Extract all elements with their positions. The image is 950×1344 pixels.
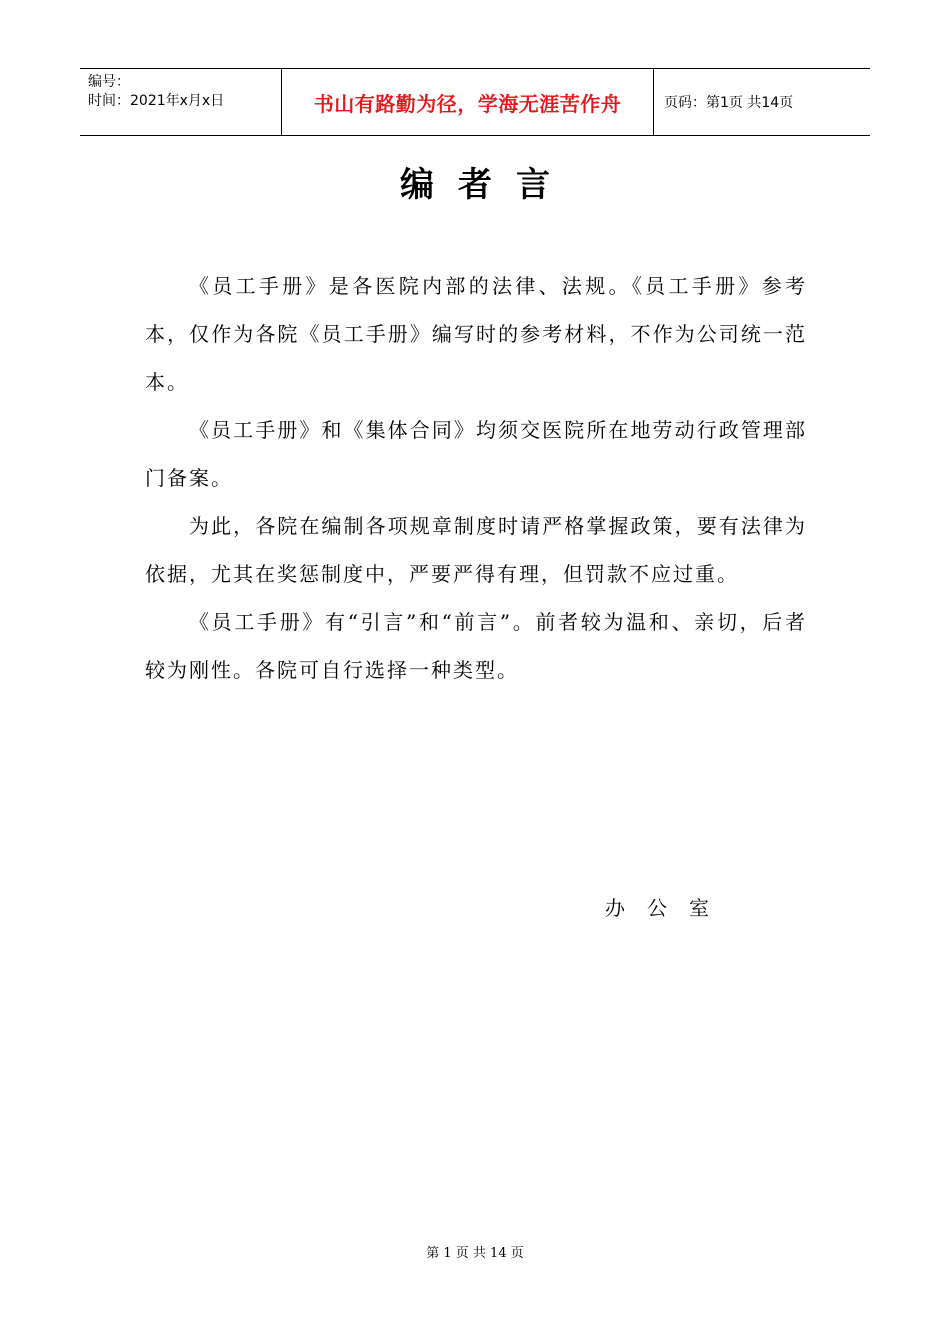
- paragraph: 为此，各院在编制各项规章制度时请严格掌握政策，要有法律为依据，尤其在奖惩制度中，严要严得有理，但罚款不应过重。: [145, 514, 807, 586]
- page-footer: 第 1 页 共 14 页: [426, 1246, 524, 1261]
- document-title: 编者言: [400, 165, 574, 205]
- header-date-label: 时间：2021年x月x日: [88, 93, 225, 109]
- document-body: [145, 262, 807, 694]
- header-number-label: 编号：: [88, 74, 130, 90]
- header-page-info: 页码：第1页 共14页: [664, 95, 794, 111]
- signature: 办公室: [605, 896, 731, 920]
- paragraph: 《员工手册》有“引言”和“前言”。前者较为温和、亲切，后者较为刚性。各院可自行选择一种类型。: [145, 610, 807, 682]
- header-motto: 书山有路勤为径，学海无涯苦作舟: [282, 69, 654, 135]
- header-meta: [80, 69, 282, 135]
- document-header: [80, 68, 870, 136]
- paragraph: 《员工手册》是各医院内部的法律、法规。《员工手册》参考本，仅作为各院《员工手册》编写时的参考材料，不作为公司统一范本。: [145, 274, 807, 394]
- paragraph: 《员工手册》和《集体合同》均须交医院所在地劳动行政管理部门备案。: [145, 418, 807, 490]
